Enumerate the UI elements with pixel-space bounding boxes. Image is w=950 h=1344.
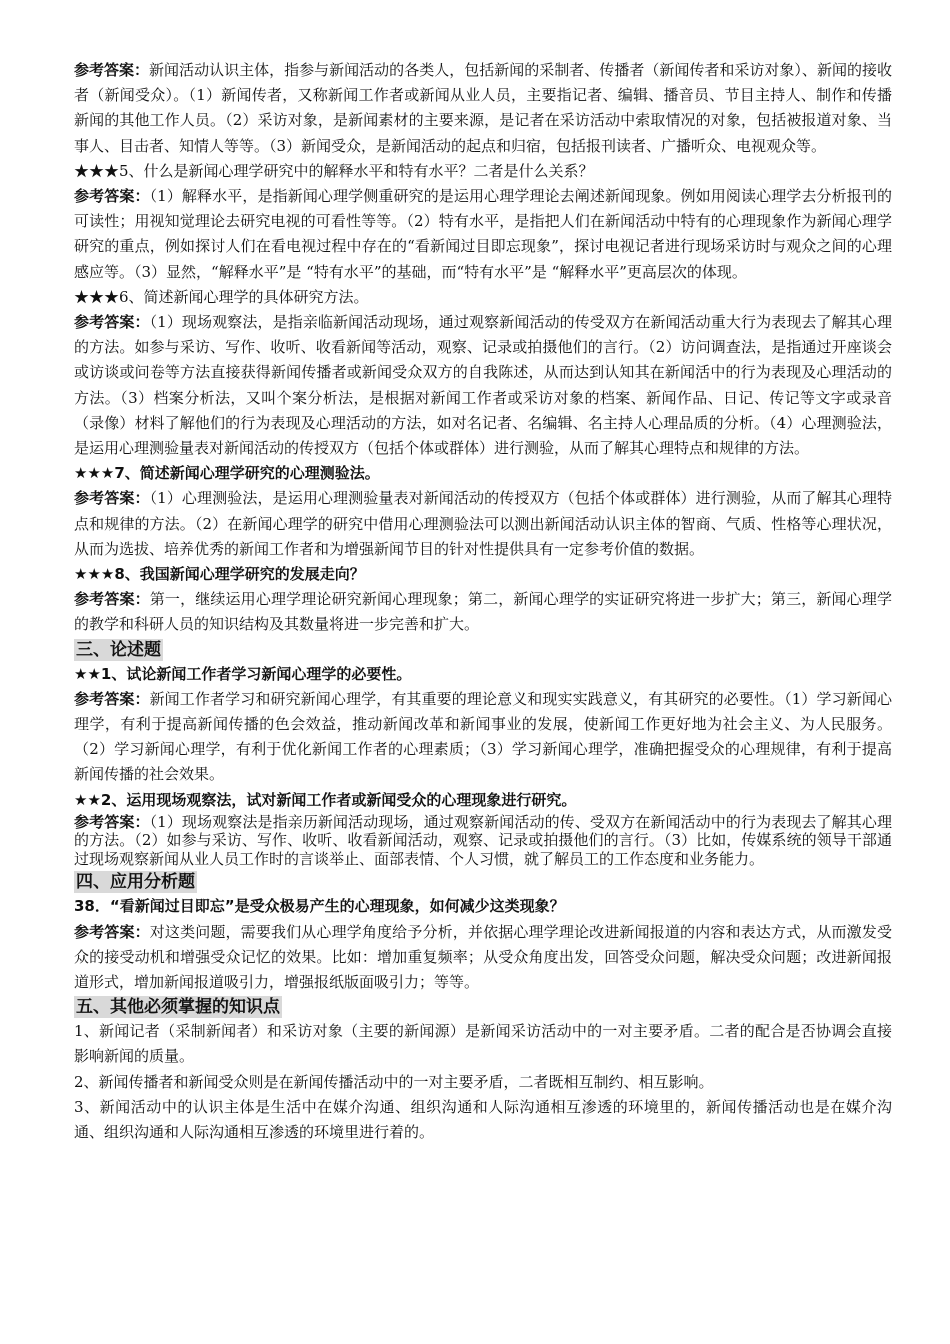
answer-label: 参考答案： [74,922,150,941]
document-page [74,58,892,1145]
answer-paragraph [74,687,892,788]
answer-paragraph [74,486,892,562]
answer-label: 参考答案： [74,187,150,206]
application-question-38: 38．“看新闻过目即忘”是受众极易产生的心理现象，如何减少这类现象？ [74,897,565,916]
question-8: ★★★8、我国新闻心理学研究的发展走向？ [74,565,365,584]
section-heading-essay: 三、论述题 [76,639,161,660]
question-7: ★★★7、简述新闻心理学研究的心理测验法。 [74,464,380,483]
question-5: ★★★5、什么是新闻心理学研究中的解释水平和特有水平？二者是什么关系？ [74,161,594,180]
answer-label: 参考答案： [74,61,150,79]
essay-question-2: ★★2、运用现场观察法，试对新闻工作者或新闻受众的心理现象进行研究。 [74,790,577,809]
answer-label: 参考答案： [74,812,150,831]
answer-paragraph [74,58,892,159]
section-heading-application: 四、应用分析题 [76,872,195,893]
answer-paragraph [74,813,892,869]
answer-paragraph [74,920,892,996]
knowledge-point: 1、新闻记者（采制新闻者）和采访对象（主要的新闻源）是新闻采访活动中的一对主要矛盾。二者的配合是否协调会直接影响新闻的质量。 [74,1022,892,1066]
answer-label: 参考答案： [74,489,150,508]
answer-text: 第一，继续运用心理学理论研究新闻心理现象；第二，新闻心理学的实证研究将进一步扩大；第三，新闻心理学的教学和科研人员的知识结构及其数量将进一步完善和扩大。 [74,590,892,634]
answer-text: 对这类问题，需要我们从心理学角度给予分析，并依据心理学理论改进新闻报道的内容和表达方式，从而激发受众的接受动机和增强受众记忆的效果。比如：增加重复频率；从受众角度出发，回答受众问题，解决受众问题；改进新闻报道形式，增加新闻报道吸引力，增强报纸版面吸引力；等等。 [74,922,892,991]
answer-paragraph [74,184,892,285]
answer-label: 参考答案： [74,313,150,332]
question-6: ★★★6、简述新闻心理学的具体研究方法。 [74,287,369,306]
answer-paragraph [74,587,892,637]
answer-text: （1）现场观察法是指亲历新闻活动现场，通过观察新闻活动的传、受双方在新闻活动中的行为表现去了解其心理的方法。（2）如参与采访、写作、收听、收看新闻活动，观察、记录或拍摄他们的言行。（3）比如，传媒系统的领导干部通过现场观察新闻从业人员工作时的言谈举止、面部表情、个人习惯，就了解员工的工作态度和业务能力。 [74,812,892,868]
answer-paragraph [74,310,892,461]
essay-question-1: ★★1、试论新闻工作者学习新闻心理学的必要性。 [74,664,412,683]
answer-label: 参考答案： [74,590,150,609]
answer-text: 新闻工作者学习和研究新闻心理学，有其重要的理论意义和现实实践意义，有其研究的必要性。（1）学习新闻心理学，有利于提高新闻传播的色会效益，推动新闻改革和新闻事业的发展，使新闻工作更好地为社会主义、为人民服务。（2）学习新闻心理学，有利于优化新闻工作者的心理素质；（3）学习新闻心理学，准确把握受众的心理规律，有利于提高新闻传播的社会效果。 [74,689,892,784]
answer-text: 新闻活动认识主体，指参与新闻活动的各类人，包括新闻的采制者、传播者（新闻传者和采访对象）、新闻的接收者（新闻受众）。（1）新闻传者，又称新闻工作者或新闻从业人员，主要指记者、编辑、播音员、节目主持人、制作和传播新闻的其他工作人员。（2）采访对象，是新闻素材的主要来源，是记者在采访活动中索取情况的对象，包括被报道对象、当事人、目击者、知情人等等。（3）新闻受众，是新闻活动的起点和归宿，包括报刊读者、广播听众、电视观众等。 [74,61,892,155]
knowledge-point: 2、新闻传播者和新闻受众则是在新闻传播活动中的一对主要矛盾，二者既相互制约、相互影响。 [74,1072,714,1091]
answer-text: （1）现场观察法，是指亲临新闻活动现场，通过观察新闻活动的传受双方在新闻活动重大行为表现去了解其心理的方法。如参与采访、写作、收听、收看新闻等活动，观察、记录或拍摄他们的言行。（2）访问调查法，是指通过开座谈会或访谈或问卷等方法直接获得新闻传播者或新闻受众双方的自我陈述，从而达到认知其在新闻活中的行为表现及心理活动的方法。（3）档案分析法，又叫个案分析法，是根据对新闻工作者或采访对象的档案、新闻作品、日记、传记等文字或录音（录像）材料了解他们的行为表现及心理活动的方法，如对名记者、名编辑、名主持人心理品质的分析。（4）心理测验法，是运用心理测验量表对新闻活动的传授双方（包括个体或群体）进行测验，从而了解其心理特点和规律的方法。 [74,313,892,458]
answer-label: 参考答案： [74,689,150,708]
answer-text: （1）心理测验法，是运用心理测验量表对新闻活动的传授双方（包括个体或群体）进行测验，从而了解其心理特点和规律的方法。（2）在新闻心理学的研究中借用心理测验法可以测出新闻活动认识主体的智商、气质、性格等心理状况，从而为选拔、培养优秀的新闻工作者和为增强新闻节目的针对性提供具有一定参考价值的数据。 [74,489,892,558]
answer-text: （1）解释水平，是指新闻心理学侧重研究的是运用心理学理论去阐述新闻现象。例如用阅读心理学去分析报刊的可读性；用视知觉理论去研究电视的可看性等等。（2）特有水平，是指把人们在新闻活动中特有的心理现象作为新闻心理学研究的重点，例如探讨人们在看电视过程中存在的“看新闻过目即忘现象”，探讨电视记者进行现场采访时与观众之间的心理感应等。（3）显然，“解释水平”是 “特有水平”的基础，而“特有水平”是 “解释水平”更高层次的体现。 [74,187,892,281]
section-heading-knowledge: 五、其他必须掌握的知识点 [76,997,280,1018]
knowledge-point: 3、新闻活动中的认识主体是生活中在媒介沟通、组织沟通和人际沟通相互渗透的环境里的，新闻传播活动也是在媒介沟通、组织沟通和人际沟通相互渗透的环境里进行着的。 [74,1097,892,1142]
